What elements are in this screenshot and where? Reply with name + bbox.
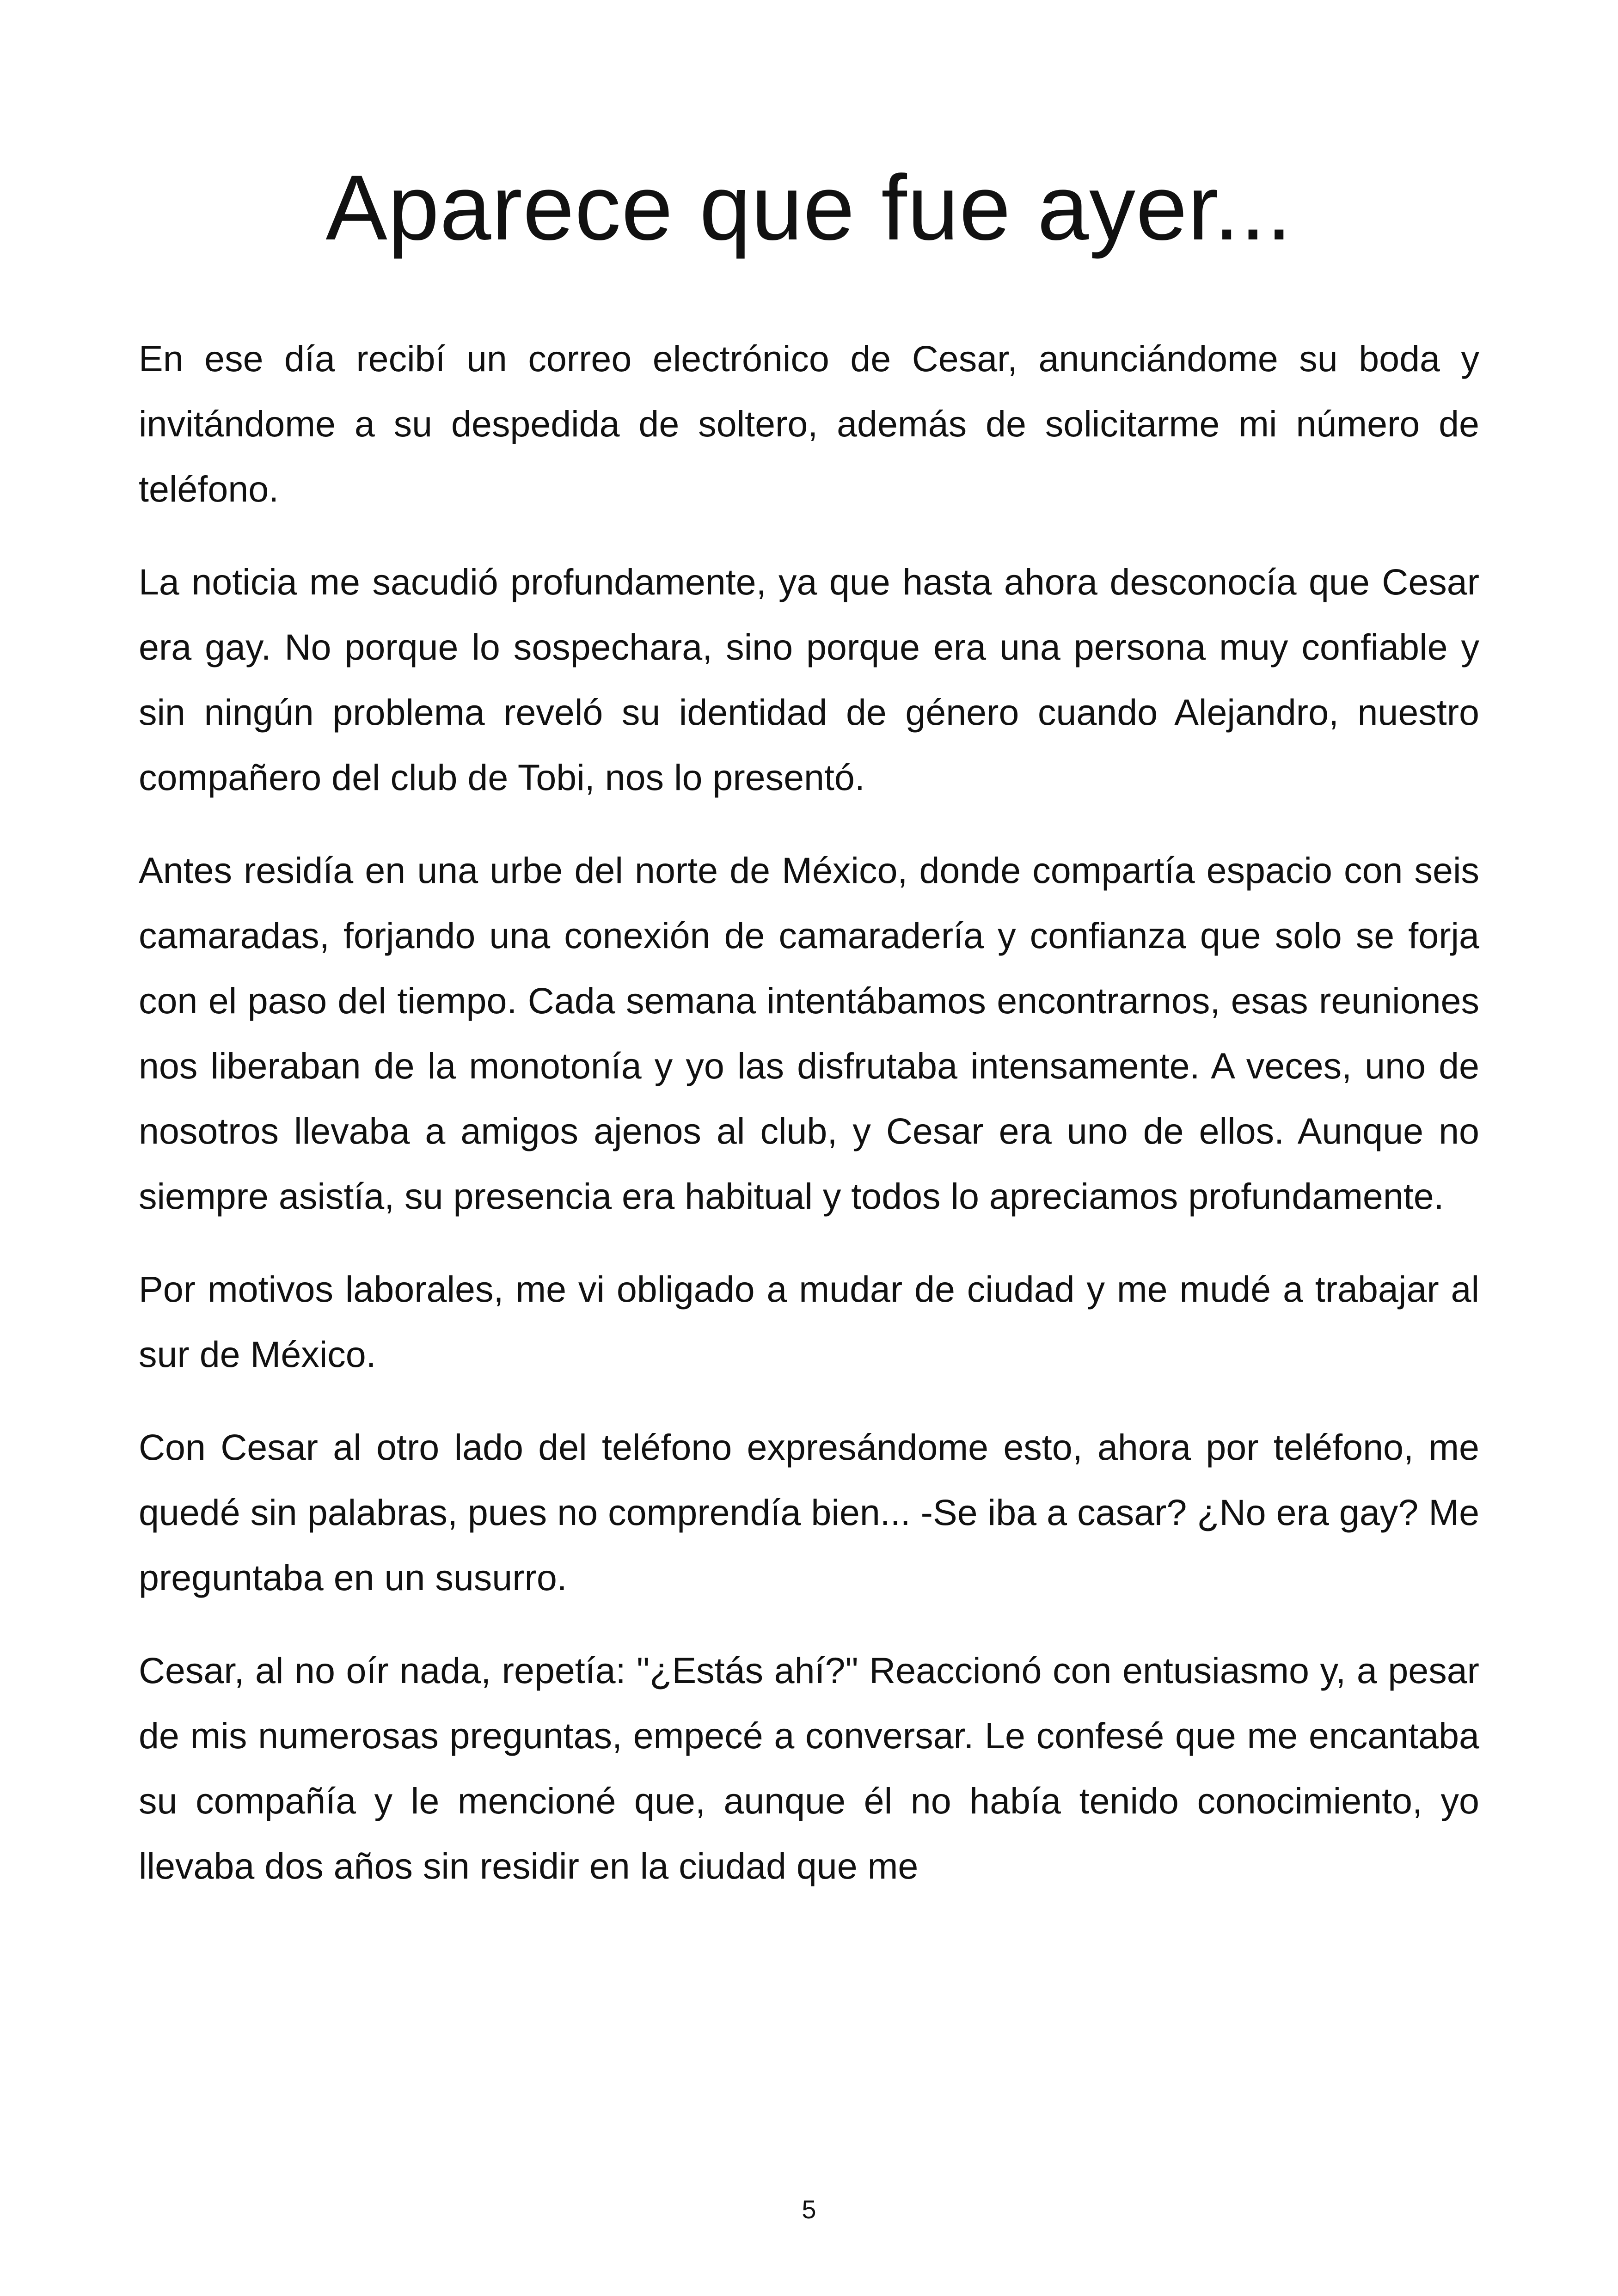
paragraph-3: Antes residía en una urbe del norte de México, donde compartía espacio con seis camaradas, forjando una conexión de camaradería y confianza que solo se forja con el paso del tiempo. Cada semana intentábamos encontrarnos, esas reuniones nos liberaban de la monotonía y yo las disfrutaba intensamente. A veces, uno de nosotros llevaba a amigos ajenos al club, y Cesar era uno de ellos. Aunque no siempre asistía, su presencia era habitual y todos lo apreciamos profundamente.: [139, 850, 1479, 1217]
paragraph-6: Cesar, al no oír nada, repetía: "¿Estás ahí?" Reaccionó con entusiasmo y, a pesar de mis numerosas preguntas, empecé a conversar. Le confesé que me encantaba su compañía y le mencioné que, aunque él no había tenido conocimiento, yo llevaba dos años sin residir en la ciudad que me: [139, 1650, 1479, 1886]
page-number: 5: [802, 2195, 816, 2224]
body-text: [139, 326, 1479, 1926]
paragraph-2: La noticia me sacudió profundamente, ya que hasta ahora desconocía que Cesar era gay. No porque lo sospechara, sino porque era una persona muy confiable y sin ningún problema reveló su identidad de género cuando Alejandro, nuestro compañero del club de Tobi, nos lo presentó.: [139, 561, 1479, 798]
paragraph-1: En ese día recibí un correo electrónico de Cesar, anunciándome su boda y invitándome a su despedida de soltero, además de solicitarme mi número de teléfono.: [139, 338, 1479, 509]
paragraph-4: Por motivos laborales, me vi obligado a mudar de ciudad y me mudé a trabajar al sur de México.: [139, 1268, 1479, 1375]
page-title: Aparece que fue ayer...: [325, 156, 1293, 259]
paragraph-5: Con Cesar al otro lado del teléfono expresándome esto, ahora por teléfono, me quedé sin palabras, pues no comprendía bien... -Se iba a casar? ¿No era gay? Me preguntaba en un susurro.: [139, 1427, 1479, 1598]
